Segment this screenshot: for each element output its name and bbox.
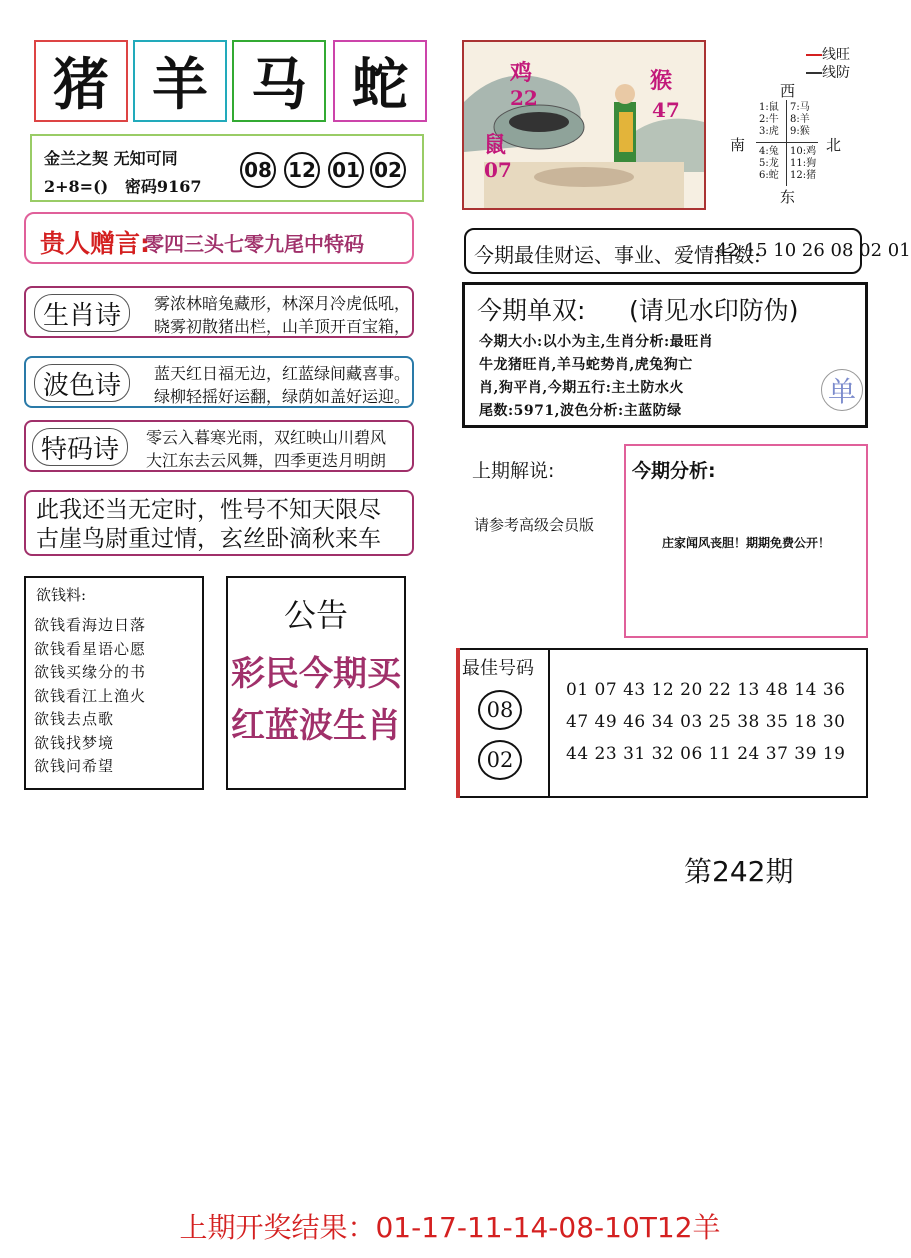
zodiac-poem-box <box>24 286 414 338</box>
best-numbers-grid <box>566 674 845 770</box>
info-line-1: 金兰之契 无知可同 <box>44 149 178 168</box>
special-poem-label: 特码诗 <box>32 428 128 466</box>
info-number-4: 02 <box>370 152 406 188</box>
odd-even-watermark: 单 <box>821 369 863 411</box>
zodiac-poem-label: 生肖诗 <box>34 294 130 332</box>
odd-even-line-4: 尾数:5971,波色分析:主蓝防绿 <box>479 403 682 419</box>
zodiac-box-4: 蛇 <box>333 40 427 122</box>
info-box <box>30 134 424 202</box>
wish-item: 欲钱看海边日落 <box>34 616 147 634</box>
compass-upper-right: 7:马 8:羊 9:猴 <box>790 102 810 137</box>
odd-even-title: 今期单双: <box>477 296 586 325</box>
last-explain-title: 上期解说: <box>472 460 555 482</box>
zodiac-poem-line-1: 雾浓林暗兔藏形，林深月冷虎低吼， <box>154 294 411 313</box>
picture-label-07: 07 <box>484 158 512 182</box>
special-poem-lines <box>146 426 408 472</box>
color-poem-lines <box>154 362 411 408</box>
announcement-title: 公告 <box>283 596 348 634</box>
announcement-line-2: 红蓝波生肖 <box>231 706 401 746</box>
zodiac-box-3: 马 <box>232 40 326 122</box>
special-poem-line-1: 零云入暮寒光雨，双红映山川碧风 <box>146 428 387 447</box>
best-numbers-row-2: 47 49 46 34 03 25 38 35 18 30 <box>566 712 846 732</box>
info-number-2: 12 <box>284 152 320 188</box>
compass-west: 西 <box>780 82 796 100</box>
analysis-text: 庄家闻风丧胆！期期免费公开！ <box>661 536 830 550</box>
compass-upper-left: 1:鼠 2:牛 3:虎 <box>759 102 779 137</box>
issue-number: 第242期 <box>684 855 794 888</box>
color-poem-line-1: 蓝天红日福无边，红蓝绿间藏喜事。 <box>154 364 411 383</box>
wish-item: 欲钱去点歌 <box>34 710 115 728</box>
zodiac-box-1: 猪 <box>34 40 128 122</box>
wish-item: 欲钱看江上渔火 <box>34 686 147 705</box>
info-number-3: 01 <box>328 152 364 188</box>
last-result: 上期开奖结果：01-17-11-14-08-10T12羊 <box>179 1211 721 1244</box>
best-number-circle-2: 02 <box>478 740 522 780</box>
fortune-index-numbers: 42 15 10 26 08 02 01 <box>716 240 911 261</box>
wish-item: 欲钱看星语心愿 <box>34 639 147 658</box>
guest-advice-label: 贵人赠言: <box>40 229 150 258</box>
odd-even-line-2: 牛龙猪旺肖,羊马蛇势肖,虎兔狗亡 <box>479 357 693 373</box>
color-poem-box <box>24 356 414 408</box>
best-number-circle-1: 08 <box>478 690 522 730</box>
legend-wang: 线旺 <box>806 46 850 64</box>
wish-item: 欲钱买缘分的书 <box>34 663 147 681</box>
wish-list-box <box>24 576 204 790</box>
picture-label-rat: 鼠 <box>484 132 507 158</box>
color-poem-line-2: 绿柳轻摇好运翻，绿荫如盖好运迎。 <box>154 387 411 406</box>
odd-even-note: (请见水印防伪) <box>629 296 799 325</box>
special-poem-box <box>24 420 414 472</box>
zodiac-poem-line-2: 晓雾初散猪出栏，山羊顶开百宝箱， <box>154 317 411 336</box>
guest-advice-text: 零四三头七零九尾中特码 <box>144 232 364 256</box>
analysis-title: 今期分析: <box>632 460 716 482</box>
compass <box>726 80 856 206</box>
compass-lower-left: 4:兔 5:龙 6:蛇 <box>759 146 779 181</box>
wish-list-items <box>34 614 146 779</box>
info-line-2: 2+8=() 密码9167 <box>44 177 202 196</box>
guest-advice-box <box>24 212 414 264</box>
special-poem-line-2: 大江东去云风舞，四季更迭月明朗 <box>146 451 387 470</box>
best-numbers-row-3: 44 23 31 32 06 11 24 37 39 19 <box>566 744 846 764</box>
odd-even-lines <box>479 331 713 423</box>
announcement-line-1: 彩民今期买 <box>231 654 401 694</box>
zodiac-poem-lines <box>154 292 411 338</box>
legend <box>806 46 850 82</box>
big-poem-line-2: 古崖鸟尉重过情，玄丝卧滴秋来车 <box>36 526 381 552</box>
wish-list-title: 欲钱料: <box>36 586 87 604</box>
illustration <box>462 40 706 210</box>
compass-south: 南 <box>730 136 746 154</box>
announcement-box <box>226 576 406 790</box>
fortune-index-text: 今期最佳财运、事业、爱情指数: <box>474 243 761 267</box>
compass-north: 北 <box>826 136 842 154</box>
legend-fang: 线防 <box>806 64 850 82</box>
fortune-index-box <box>464 228 911 274</box>
odd-even-line-1: 今期大小:以小为主,生肖分析:最旺肖 <box>479 334 714 350</box>
zodiac-box-2: 羊 <box>133 40 227 122</box>
odd-even-box <box>462 282 868 428</box>
best-numbers-box <box>456 648 868 798</box>
last-explain-text: 请参考高级会员版 <box>474 516 595 534</box>
picture-label-monkey: 猴 <box>650 68 673 94</box>
compass-lower-right: 10:鸡 11:狗 12:猪 <box>790 146 817 181</box>
color-poem-label: 波色诗 <box>34 364 130 402</box>
big-poem-box <box>24 490 414 556</box>
big-poem-line-1: 此我还当无定时，性号不知天限尽 <box>36 497 381 523</box>
odd-even-line-3: 肖,狗平肖,今期五行:主土防水火 <box>479 380 684 396</box>
picture-label-rooster: 鸡 <box>510 60 533 86</box>
compass-east: 东 <box>780 188 796 206</box>
wish-item: 欲钱找梦境 <box>34 733 115 752</box>
analysis-box <box>624 444 868 638</box>
best-numbers-title: 最佳号码 <box>462 658 534 679</box>
info-number-1: 08 <box>240 152 276 188</box>
picture-label-22: 22 <box>510 86 538 110</box>
best-numbers-row-1: 01 07 43 12 20 22 13 48 14 36 <box>566 680 846 700</box>
wish-item: 欲钱问希望 <box>34 757 115 775</box>
picture-label-47: 47 <box>652 98 680 122</box>
